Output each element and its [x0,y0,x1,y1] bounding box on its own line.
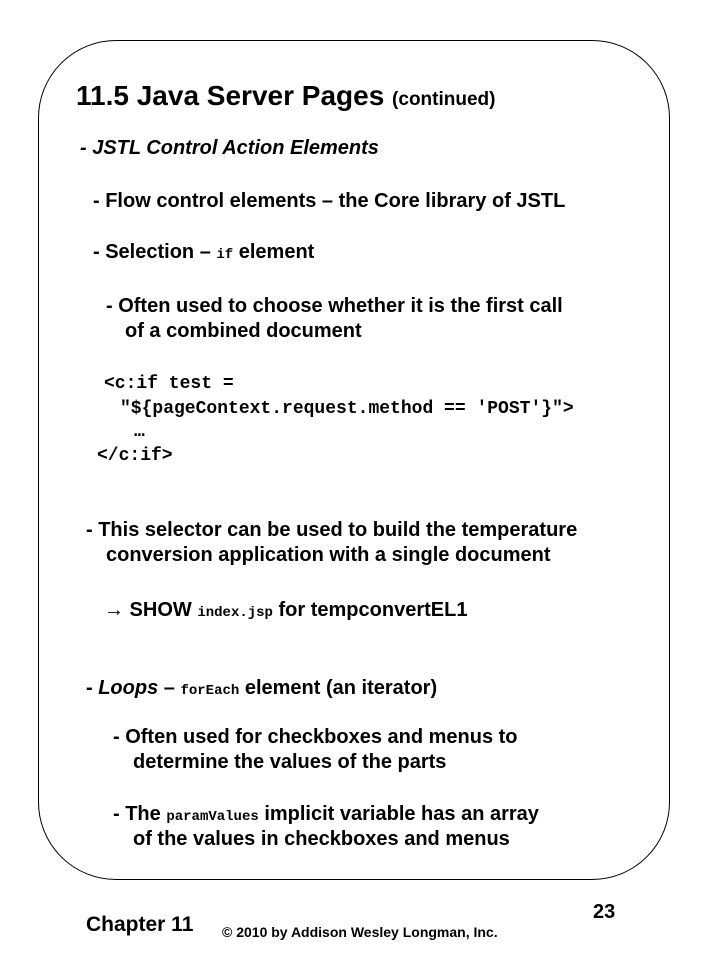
show-code: index.jsp [197,605,273,621]
footer-copyright: © 2010 by Addison Wesley Longman, Inc. [222,924,498,940]
show-line [104,598,467,625]
show-suffix: for tempconvertEL1 [272,599,468,621]
loops-code: forEach [180,683,240,699]
title-sub: (continued) [392,89,496,110]
code-line-2: "${pageContext.request.method == 'POST'}"> [120,399,574,419]
footer-chapter: Chapter 11 [86,913,194,936]
show-prefix: → SHOW [104,599,198,621]
checkbox-line-2: determine the values of the parts [133,751,447,773]
selector-line-1: - This selector can be used to build the temperature [86,519,578,541]
code-line-3: … [134,422,145,442]
often-line-2: of a combined document [125,320,362,342]
loops-suffix: element (an iterator) [239,677,438,699]
selection-code: if [216,247,234,263]
param-line-1 [113,802,539,829]
selection-line [93,240,314,267]
code-line-4: </c:if> [97,446,173,466]
loops-prefix: - [86,677,99,699]
loops-word: Loops [98,677,159,699]
loops-line [86,676,437,703]
param-suffix: implicit variable has an array [258,803,539,825]
param-code: paramValues [166,809,259,825]
param-prefix: - The [113,803,167,825]
often-line-1: - Often used to choose whether it is the first call [106,295,563,317]
param-line-2: of the values in checkboxes and menus [133,828,510,850]
selection-suffix: element [233,241,315,263]
selection-prefix: - Selection – [93,241,217,263]
code-line-1: <c:if test = [104,374,234,394]
title-main: 11.5 Java Server Pages [76,80,385,111]
loops-dash: – [158,677,181,699]
page-number: 23 [593,901,616,923]
checkbox-line-1: - Often used for checkboxes and menus to [113,726,518,748]
selector-line-2: conversion application with a single document [106,544,551,566]
slide-title [76,80,495,116]
flow-control-line: - Flow control elements – the Core library of JSTL [93,190,566,212]
jstl-heading: - JSTL Control Action Elements [80,137,379,159]
